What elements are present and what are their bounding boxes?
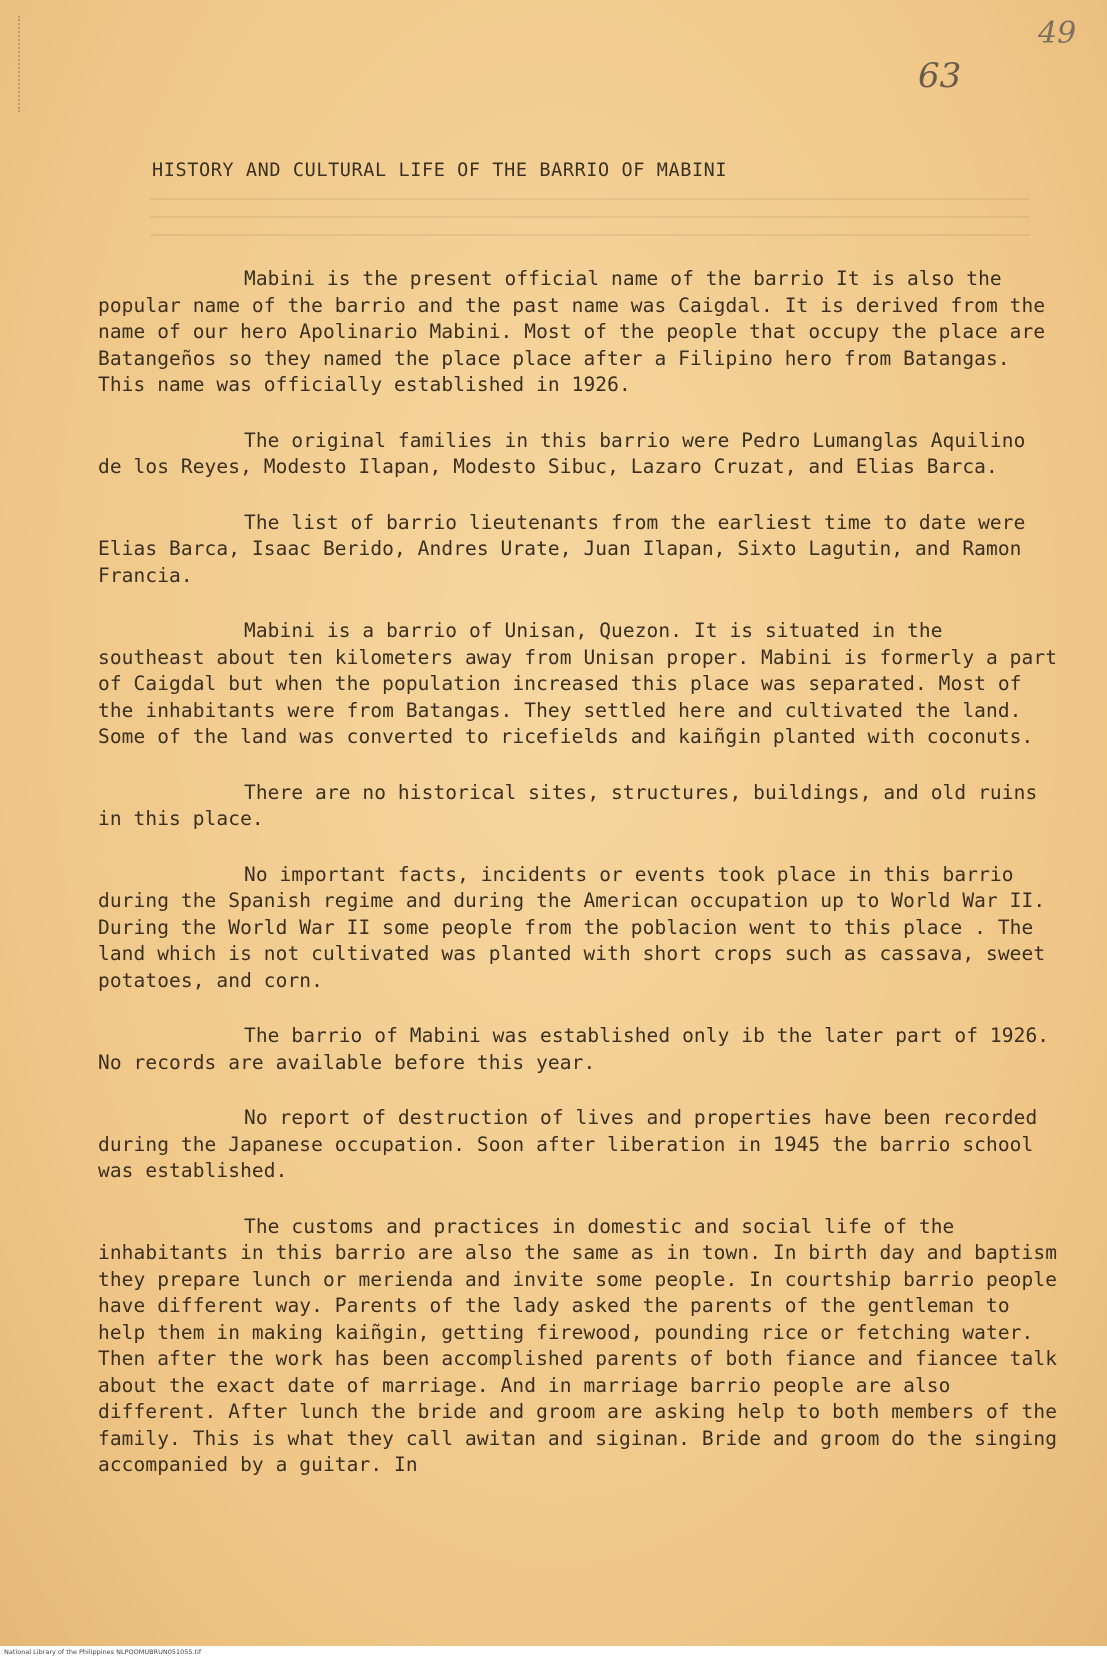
page-number-handwritten: 63 — [918, 56, 962, 96]
scan-footer: National Library of the Philippines NLPOOMUBRUN051055.tif — [0, 1646, 1107, 1658]
paragraph-customs: The customs and practices in domestic and social life of the inhabitants in this barrio are also the same as in town. In birth day and baptism they prepare lunch or merienda and invite some people. In courtship barrio people have different way. Parents of the lady asked the parents of the gentleman to help them in making kaiñgin, getting firewood, pounding rice or fetching water. Then after the work has been accomplished parents of both fiance and fiancee talk about the exact date of marriage. And in marriage barrio people are also different. After lunch the bride and groom are asking help to both members of the family. This is what they call awitan and siginan. Bride and groom do the singing accompanied by a guitar. In — [98, 1214, 1058, 1476]
page-number-top-right: 49 — [1038, 16, 1077, 51]
scan-edge-mark — [18, 16, 22, 112]
paragraph-original-families: The original families in this barrio were Pedro Lumanglas Aquilino de los Reyes, Modesto Ilapan, Modesto Sibuc, Lazaro Cruzat, and Elias Barca. — [98, 428, 1026, 478]
bleed-through-text — [150, 196, 1030, 236]
paragraph-events: No important facts, incidents or events took place in this barrio during the Spanish regime and during the American occupation up to World War II. During the World War II some people from the poblacion went to this place . The land which is not cultivated was planted with short crops such as cassava, sweet potatoes, and corn. — [98, 862, 1046, 992]
paragraph-name-origin: Mabini is the present official name of the barrio It is also the popular name of the barrio and the past name was Caigdal. It is derived from the name of our hero Apolinario Mabini. Most of the people that occupy the place are Batangeños so they named the place place after a Filipino hero from Batangas. This name was officially established in 1926. — [98, 267, 1046, 396]
paragraph-location: Mabini is a barrio of Unisan, Quezon. It is situated in the southeast about ten kilometers away from Unisan proper. Mabini is formerly a part of Caigdal but when the population increased this place was separated. Most of the inhabitants were from Batangas. They settled here and cultivated the land. Some of the land was converted to ricefields and kaiñgin planted with coconuts. — [98, 619, 1058, 748]
paragraph-establishment: The barrio of Mabini was established only ib the later part of 1926. No records are available before this year. — [98, 1024, 1050, 1074]
paragraph-lieutenants: The list of barrio lieutenants from the earliest time to date were Elias Barca, Isaac Berido, Andres Urate, Juan Ilapan, Sixto Lagutin, and Ramon Francia. — [98, 510, 1026, 587]
document-body — [98, 266, 1058, 1508]
paragraph-historical-sites: There are no historical sites, structures, buildings, and old ruins in this place. — [98, 780, 1038, 830]
paragraph-occupation: No report of destruction of lives and properties have been recorded during the Japanese occupation. Soon after liberation in 1945 the barrio school was established. — [98, 1106, 1038, 1182]
document-title: HISTORY AND CULTURAL LIFE OF THE BARRIO OF MABINI — [152, 160, 728, 181]
